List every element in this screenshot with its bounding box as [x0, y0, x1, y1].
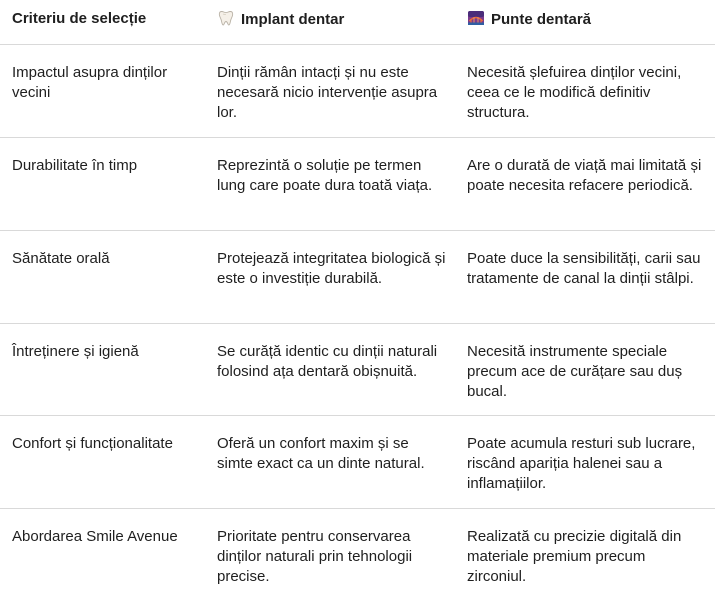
cell-implant: Se curăță identic cu dinții naturali folosind ața dentară obișnuită.	[217, 343, 438, 380]
table-row	[0, 416, 715, 509]
tooth-icon	[217, 9, 235, 27]
cell-bridge: Are o durată de viață mai limitată și poate necesita refacere periodică.	[467, 157, 702, 194]
bridge-icon	[467, 9, 485, 27]
cell-bridge: Realizată cu precizie digitală din materiale premium precum zirconiul.	[467, 528, 682, 585]
cell-bridge: Poate duce la sensibilități, carii sau tratamente de canal la dinții stâlpi.	[467, 250, 701, 287]
cell-implant: Reprezintă o soluție pe termen lung care poate dura toată viața.	[217, 157, 433, 194]
cell-implant: Prioritate pentru conservarea dinților naturali prin tehnologii precise.	[217, 528, 413, 585]
cell-implant: Dinții rămân intacți și nu este necesară nicio intervenție asupra lor.	[217, 64, 438, 121]
table-row	[0, 138, 715, 231]
cell-criterion: Confort și funcționalitate	[12, 435, 173, 452]
header-implant-label: Implant dentar	[241, 11, 345, 28]
cell-criterion: Abordarea Smile Avenue	[12, 528, 178, 545]
table-row	[0, 509, 715, 601]
cell-bridge: Poate acumula resturi sub lucrare, riscând apariția halenei sau a inflamațiilor.	[467, 435, 696, 492]
cell-implant: Oferă un confort maxim și se simte exact ca un dinte natural.	[217, 435, 425, 472]
header-bridge-label: Punte dentară	[491, 11, 592, 28]
table-row	[0, 45, 715, 138]
cell-criterion: Impactul asupra dinților vecini	[12, 64, 168, 101]
cell-criterion: Întreținere și igienă	[12, 343, 139, 360]
table-row	[0, 231, 715, 324]
table-row	[0, 324, 715, 416]
cell-bridge: Necesită șlefuirea dinților vecini, ceea ce le modifică definitiv structura.	[467, 64, 682, 121]
table-header-row	[0, 0, 715, 45]
cell-criterion: Sănătate orală	[12, 250, 110, 267]
cell-implant: Protejează integritatea biologică și este o investiție durabilă.	[217, 250, 446, 287]
header-criterion: Criteriu de selecție	[12, 10, 147, 27]
cell-bridge: Necesită instrumente speciale precum ace de curățare sau duș bucal.	[467, 343, 683, 400]
header-implant	[205, 0, 455, 30]
header-bridge	[455, 0, 715, 30]
cell-criterion: Durabilitate în timp	[12, 157, 138, 174]
